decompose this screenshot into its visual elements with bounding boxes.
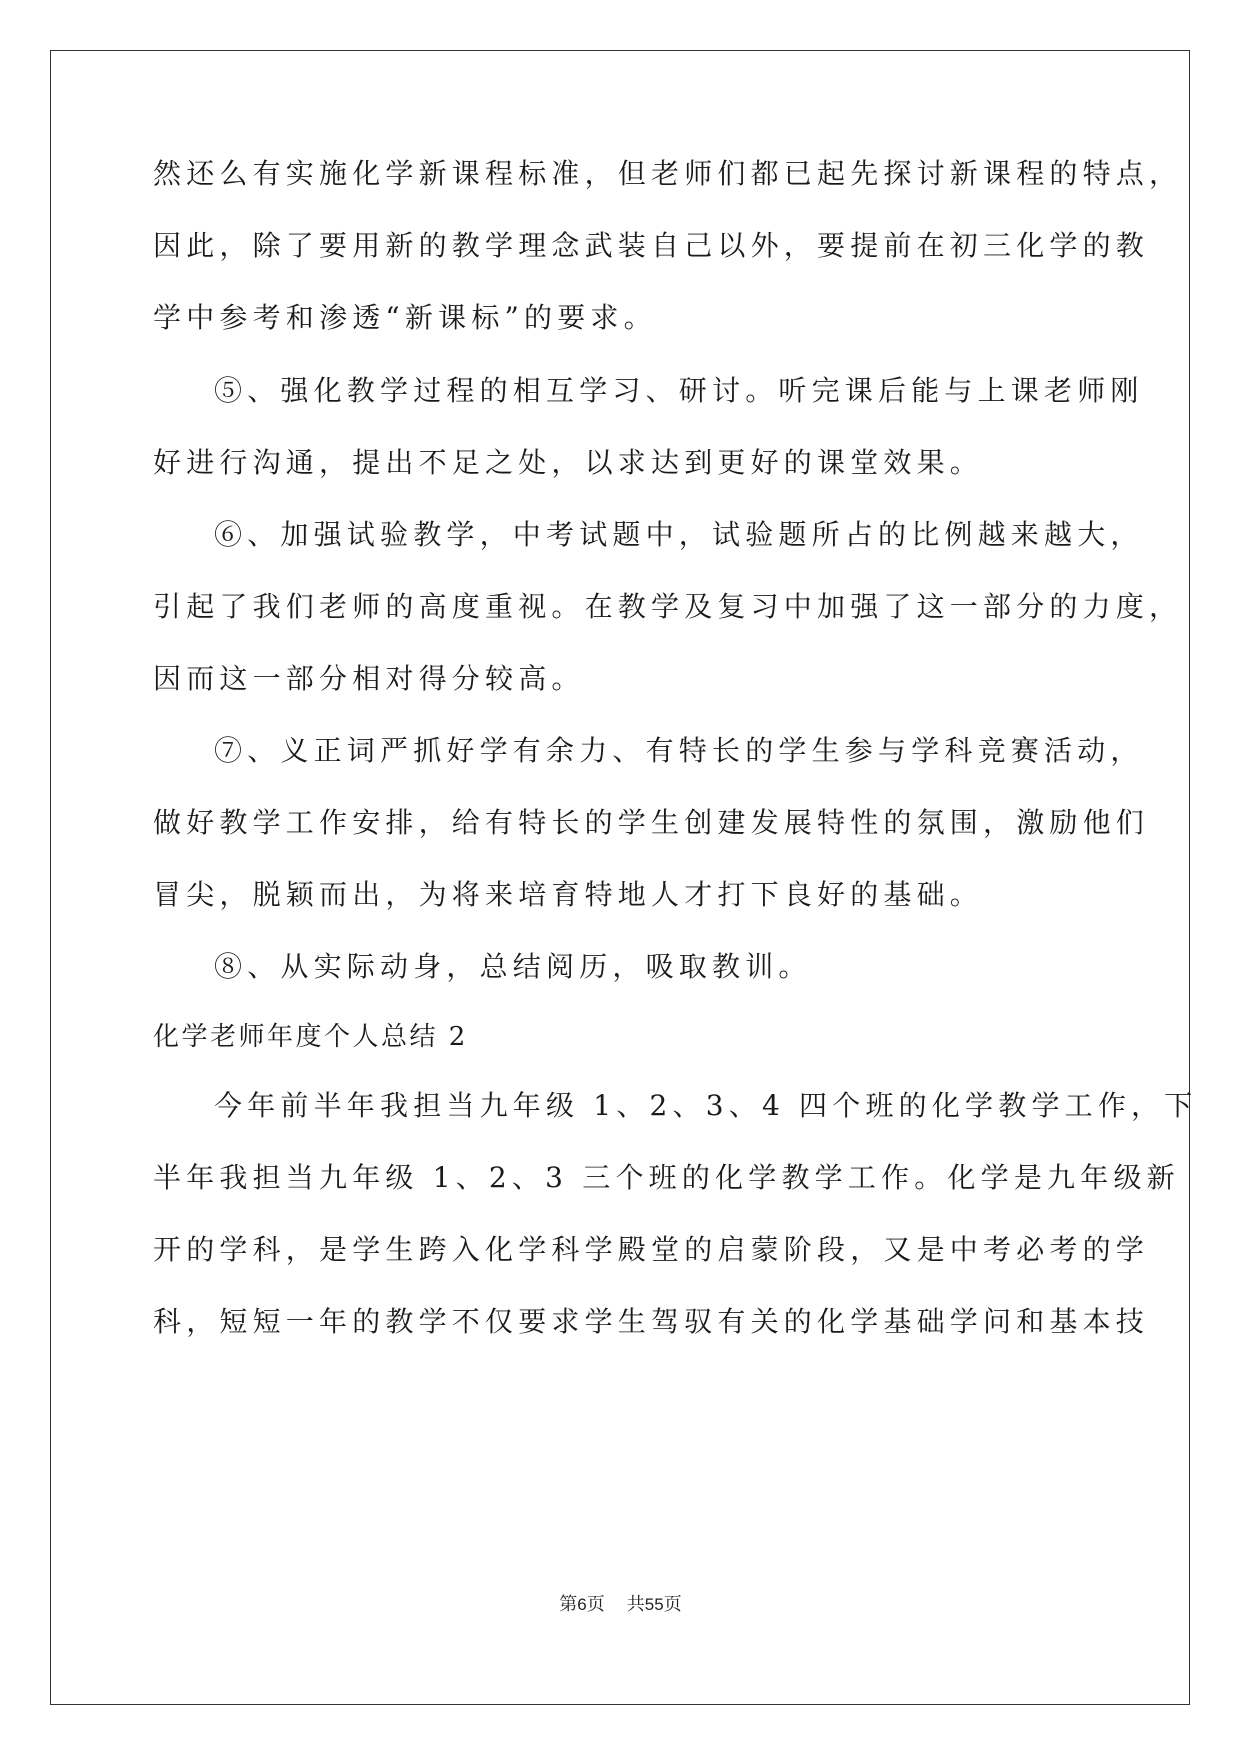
body-text-line: 然还么有实施化学新课程标准，但老师们都已起先探讨新课程的特点，	[153, 157, 1183, 190]
footer-prefix: 第	[559, 1594, 578, 1614]
body-text-line: 因而这一部分相对得分较高。	[153, 662, 585, 695]
body-text-line: 今年前半年我担当九年级 1、2、3、4 四个班的化学教学工作，下	[214, 1089, 1198, 1122]
footer-total-suffix: 页	[663, 1594, 682, 1614]
body-text-line: 因此，除了要用新的教学理念武装自己以外，要提前在初三化学的教	[153, 229, 1150, 262]
body-text-line: ⑧、从实际动身，总结阅历，吸取教训。	[214, 950, 812, 983]
page-number: 6	[577, 1595, 587, 1614]
body-text-line: 开的学科，是学生跨入化学科学殿堂的启蒙阶段，又是中考必考的学	[153, 1233, 1150, 1266]
footer-total-prefix: 共	[626, 1594, 645, 1614]
body-text-line: ⑤、强化教学过程的相互学习、研讨。听完课后能与上课老师刚	[214, 374, 1144, 407]
body-text-line: 做好教学工作安排，给有特长的学生创建发展特性的氛围，激励他们	[153, 806, 1150, 839]
body-text-line: 好进行沟通，提出不足之处，以求达到更好的课堂效果。	[153, 446, 984, 479]
body-text-line: 半年我担当九年级 1、2、3 三个班的化学教学工作。化学是九年级新	[153, 1161, 1180, 1194]
page-footer	[0, 1592, 1241, 1617]
footer-page-suffix: 页	[586, 1594, 605, 1614]
body-text-line: 冒尖，脱颖而出，为将来培育特地人才打下良好的基础。	[153, 878, 984, 911]
total-pages: 55	[644, 1595, 664, 1614]
body-text-line: ⑦、义正词严抓好学有余力、有特长的学生参与学科竞赛活动，	[214, 734, 1144, 767]
body-text-line: 引起了我们老师的高度重视。在教学及复习中加强了这一部分的力度，	[153, 590, 1183, 623]
body-text-line: 学中参考和渗透“新课标”的要求。	[153, 301, 657, 334]
body-text-line: ⑥、加强试验教学，中考试题中，试验题所占的比例越来越大，	[214, 518, 1144, 551]
body-text-line: 科，短短一年的教学不仅要求学生驾驭有关的化学基础学问和基本技	[153, 1305, 1150, 1338]
section-heading: 化学老师年度个人总结 2	[153, 1022, 468, 1052]
